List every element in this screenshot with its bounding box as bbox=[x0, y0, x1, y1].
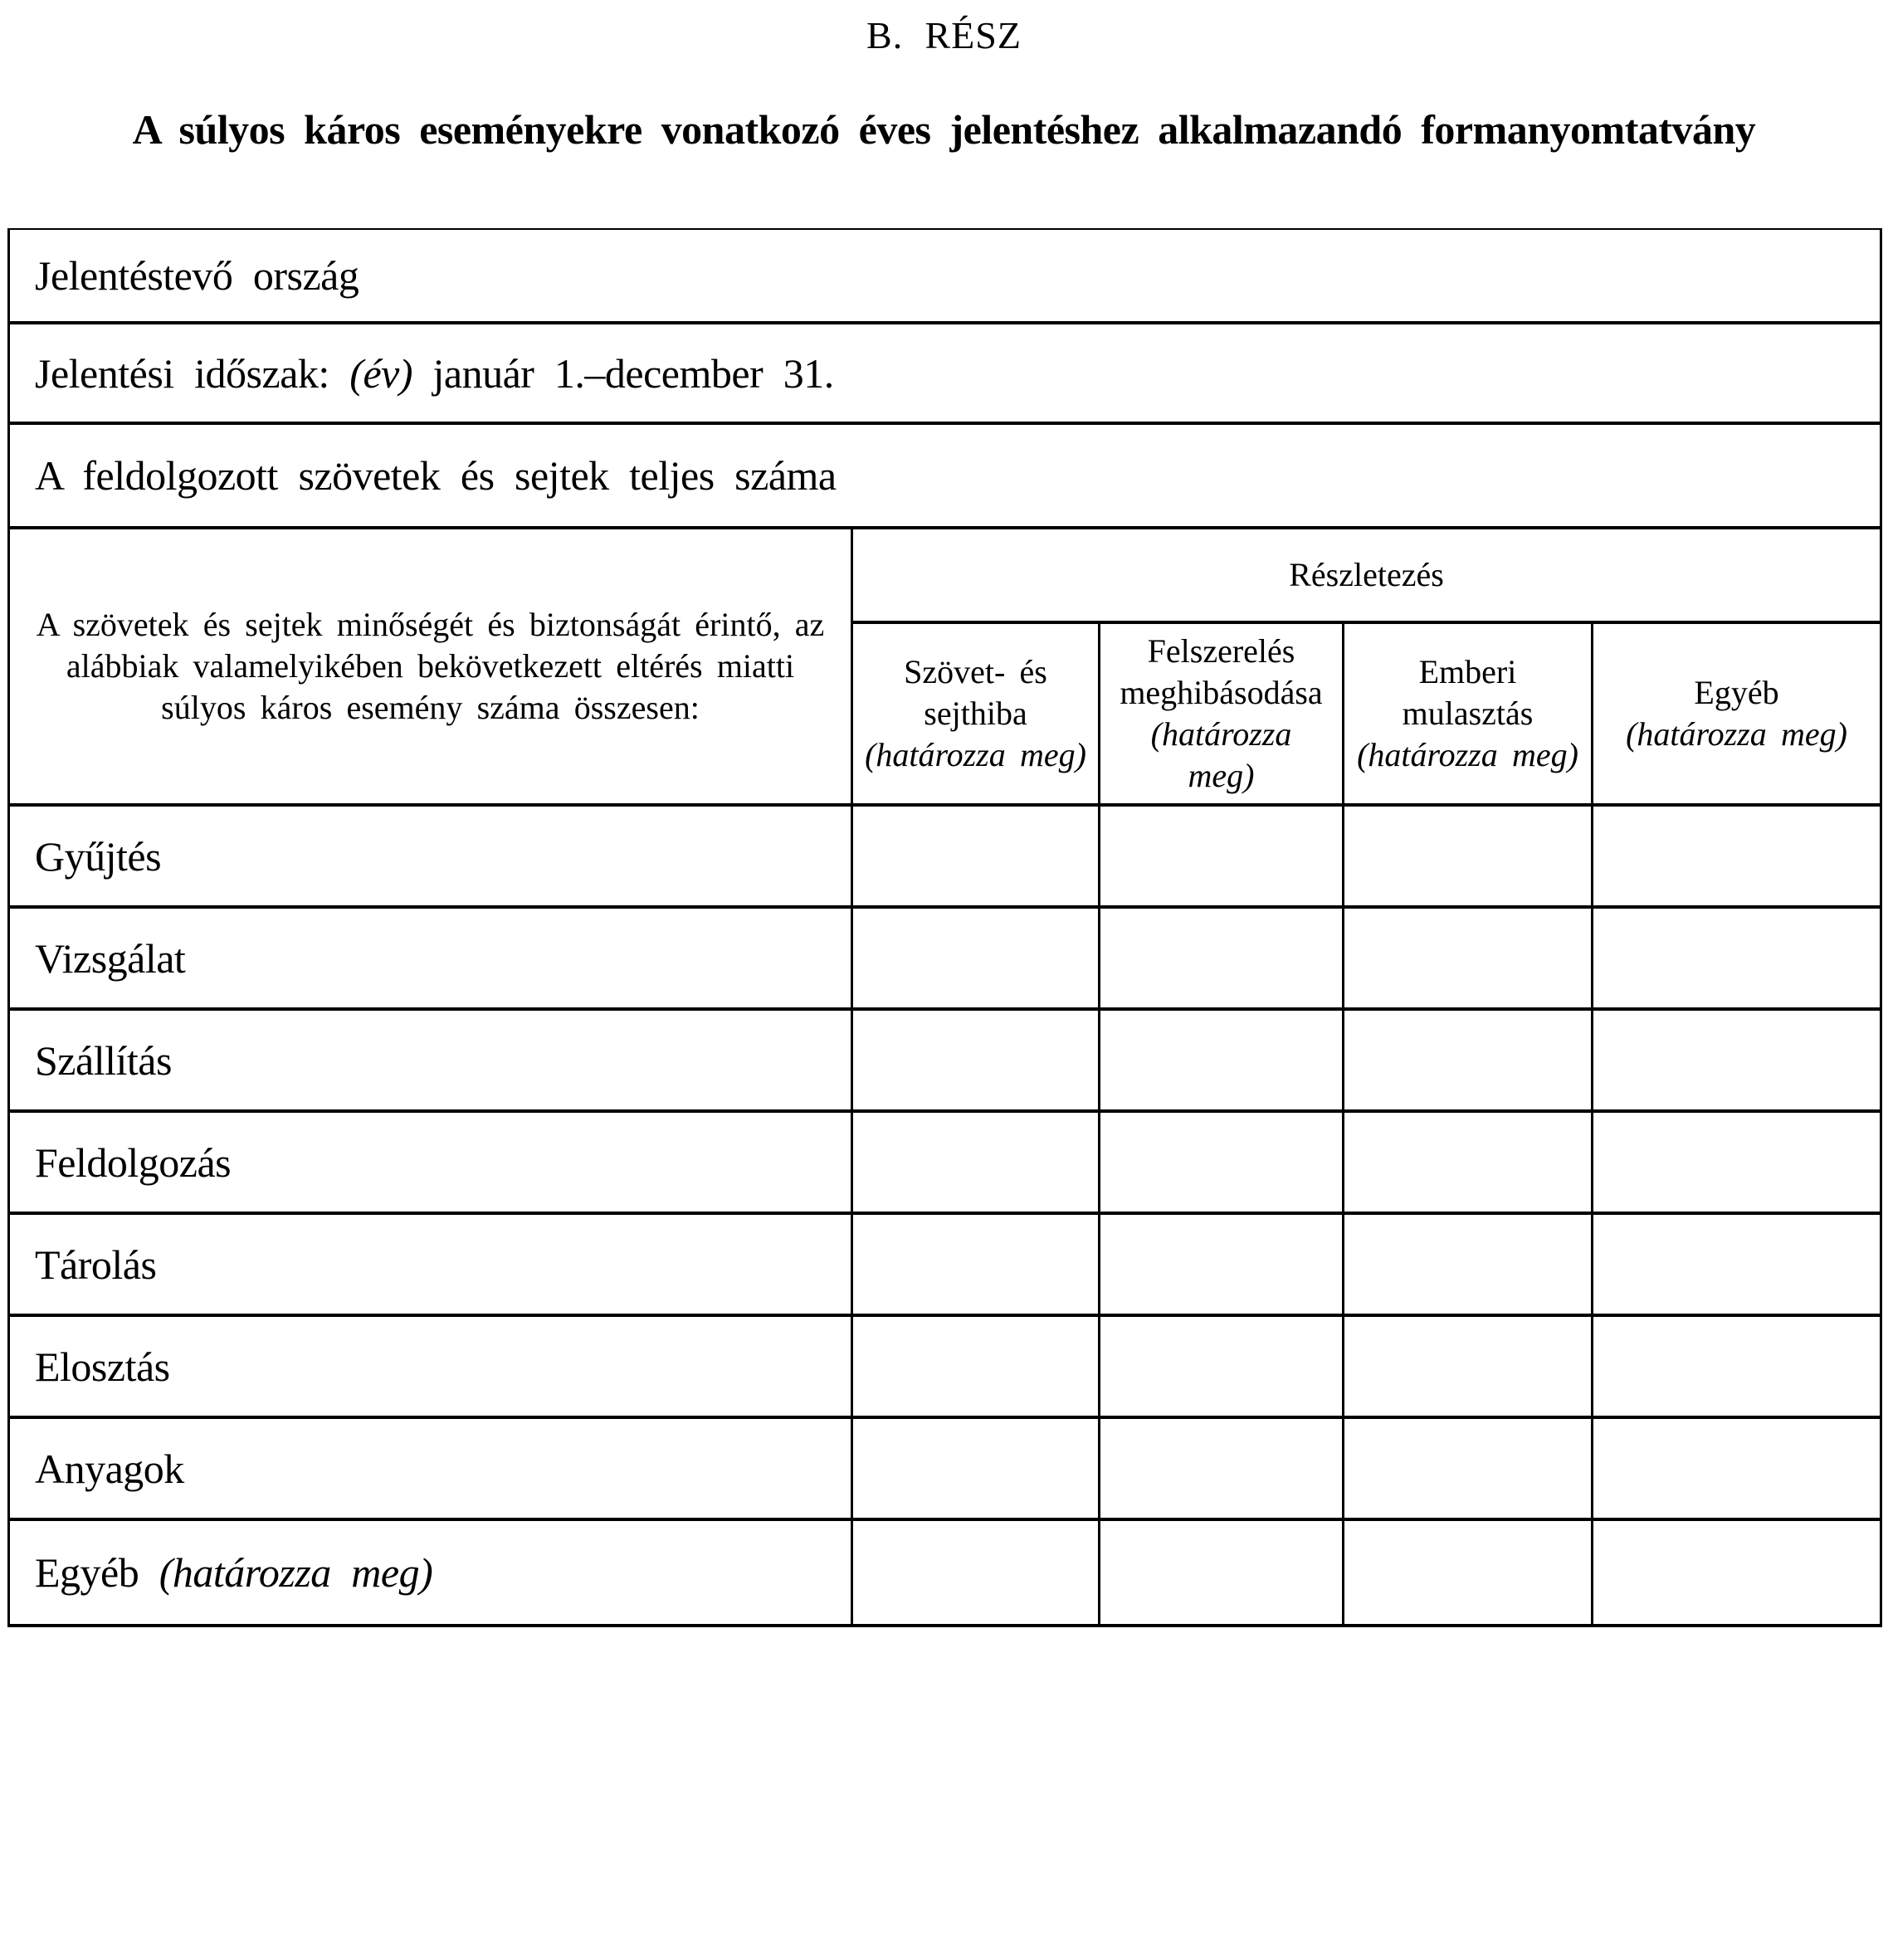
input-cell bbox=[1100, 805, 1344, 907]
stage-row-collection bbox=[9, 805, 1881, 907]
input-cell bbox=[1593, 907, 1881, 1009]
col-header-label: Emberi mulasztás bbox=[1402, 653, 1534, 732]
input-cell bbox=[1344, 1417, 1593, 1519]
input-cell bbox=[1100, 907, 1344, 1009]
stage-row-transport bbox=[9, 1009, 1881, 1111]
stage-row-testing bbox=[9, 907, 1881, 1009]
col-header-other bbox=[1593, 622, 1881, 805]
stage-label-note: (határozza meg) bbox=[159, 1549, 433, 1596]
stage-label: Vizsgálat bbox=[9, 907, 852, 1009]
reporting-period-row bbox=[9, 323, 1881, 423]
details-title-cell: Részletezés bbox=[852, 528, 1881, 622]
input-cell bbox=[1344, 1213, 1593, 1315]
input-cell bbox=[1593, 1519, 1881, 1626]
input-cell bbox=[1593, 805, 1881, 907]
input-cell bbox=[852, 1315, 1100, 1417]
input-cell bbox=[852, 1519, 1100, 1626]
input-cell bbox=[1344, 1519, 1593, 1626]
stage-label-text: Egyéb bbox=[35, 1549, 139, 1596]
input-cell bbox=[1100, 1009, 1344, 1111]
part-heading: B. RÉSZ bbox=[866, 14, 1022, 56]
stage-row-other bbox=[9, 1519, 1881, 1626]
stage-label: Anyagok bbox=[9, 1417, 852, 1519]
form-title: A súlyos káros eseményekre vonatkozó éves jelentéshez alkalmazandó formanyomtatvány bbox=[132, 106, 1756, 153]
total-processed-row bbox=[9, 423, 1881, 528]
details-header-row bbox=[9, 528, 1881, 622]
input-cell bbox=[1100, 1519, 1344, 1626]
col-header-label: Szövet- és sejthiba bbox=[904, 653, 1047, 732]
stage-label: Tárolás bbox=[9, 1213, 852, 1315]
header-left-line-1: A szövetek és sejtek minőségét és biztonságát érintő, az bbox=[36, 606, 825, 643]
input-cell bbox=[1593, 1009, 1881, 1111]
input-cell bbox=[852, 1417, 1100, 1519]
col-header-note: (határozza meg) bbox=[1357, 736, 1578, 773]
input-cell bbox=[1593, 1417, 1881, 1519]
input-cell bbox=[852, 1213, 1100, 1315]
serious-adverse-events-header-cell bbox=[9, 528, 852, 805]
total-processed-label: A feldolgozott szövetek és sejtek teljes száma bbox=[9, 423, 1881, 528]
reporting-period-year: (év) bbox=[349, 349, 412, 397]
input-cell bbox=[1344, 1111, 1593, 1213]
stage-label bbox=[9, 1519, 852, 1626]
reporting-period-prefix: Jelentési időszak: bbox=[35, 349, 329, 397]
stage-label: Gyűjtés bbox=[9, 805, 852, 907]
input-cell bbox=[1593, 1315, 1881, 1417]
col-header-note: (határozza meg) bbox=[1150, 715, 1292, 794]
reporting-country-label: Jelentéstevő ország bbox=[9, 229, 1881, 323]
header-left-line-3: súlyos káros esemény száma összesen: bbox=[161, 689, 700, 726]
input-cell bbox=[1100, 1417, 1344, 1519]
stage-row-processing bbox=[9, 1111, 1881, 1213]
input-cell bbox=[852, 1009, 1100, 1111]
input-cell bbox=[852, 907, 1100, 1009]
input-cell bbox=[1344, 907, 1593, 1009]
stage-label: Feldolgozás bbox=[9, 1111, 852, 1213]
reporting-period-label bbox=[9, 323, 1881, 423]
annual-report-form-table bbox=[7, 228, 1882, 1627]
col-header-human-error bbox=[1344, 622, 1593, 805]
col-header-label: Egyéb bbox=[1694, 674, 1779, 711]
input-cell bbox=[1100, 1111, 1344, 1213]
col-header-label: Felszerelés meghibásodása bbox=[1120, 632, 1323, 711]
stage-row-storage bbox=[9, 1213, 1881, 1315]
header-left-line-2: alábbiak valamelyikében bekövetkezett eltérés miatti bbox=[66, 647, 795, 685]
col-header-note: (határozza meg) bbox=[1626, 715, 1847, 753]
reporting-country-row bbox=[9, 229, 1881, 323]
stage-row-distribution bbox=[9, 1315, 1881, 1417]
input-cell bbox=[1100, 1213, 1344, 1315]
input-cell bbox=[852, 1111, 1100, 1213]
col-header-note: (határozza meg) bbox=[865, 736, 1086, 773]
input-cell bbox=[1344, 1315, 1593, 1417]
input-cell bbox=[852, 805, 1100, 907]
input-cell bbox=[1593, 1213, 1881, 1315]
col-header-tissue-cell-defect bbox=[852, 622, 1100, 805]
stage-label: Elosztás bbox=[9, 1315, 852, 1417]
input-cell bbox=[1344, 805, 1593, 907]
input-cell bbox=[1344, 1009, 1593, 1111]
stage-row-materials bbox=[9, 1417, 1881, 1519]
input-cell bbox=[1593, 1111, 1881, 1213]
col-header-equipment-failure bbox=[1100, 622, 1344, 805]
reporting-period-range: január 1.–december 31. bbox=[432, 349, 834, 397]
stage-label: Szállítás bbox=[9, 1009, 852, 1111]
input-cell bbox=[1100, 1315, 1344, 1417]
